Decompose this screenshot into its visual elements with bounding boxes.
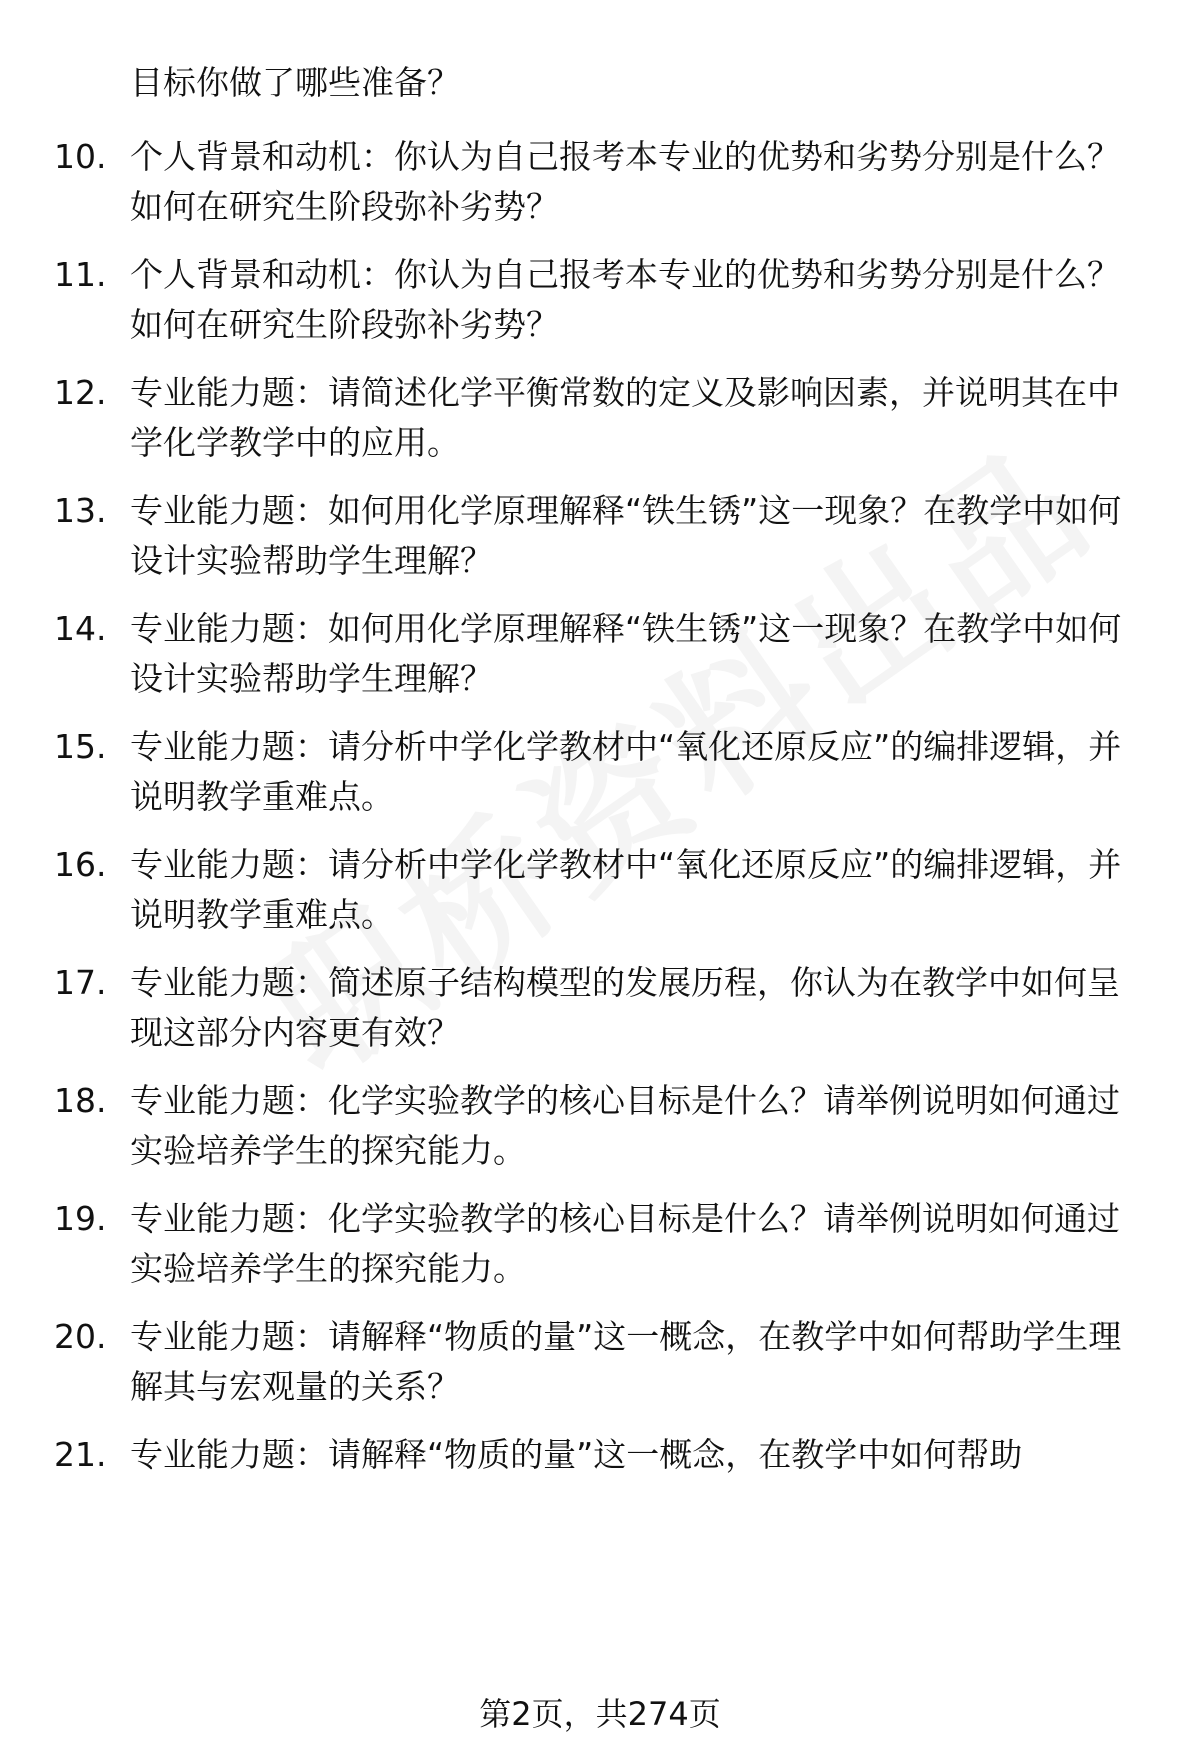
question-number: 21. — [54, 1435, 107, 1474]
question-number: 15. — [54, 727, 107, 766]
question-number: 10. — [54, 137, 107, 176]
question-text: 专业能力题：请解释“物质的量”这一概念，在教学中如何帮助学生理解其与宏观量的关系？ — [130, 1317, 1122, 1406]
continued-question-text: 目标你做了哪些准备？ — [130, 63, 460, 102]
question-number: 11. — [54, 255, 107, 294]
question-text: 专业能力题：化学实验教学的核心目标是什么？请举例说明如何通过实验培养学生的探究能力。 — [130, 1081, 1120, 1170]
question-number: 12. — [54, 373, 107, 412]
question-text: 专业能力题：简述原子结构模型的发展历程，你认为在教学中如何呈现这部分内容更有效？ — [130, 963, 1120, 1052]
question-number: 16. — [54, 845, 107, 884]
question-text: 专业能力题：请分析中学化学教材中“氧化还原反应”的编排逻辑，并说明教学重难点。 — [130, 845, 1122, 934]
question-text: 专业能力题：如何用化学原理解释“铁生锈”这一现象？在教学中如何设计实验帮助学生理解？ — [130, 491, 1122, 580]
question-text: 个人背景和动机：你认为自己报考本专业的优势和劣势分别是什么？如何在研究生阶段弥补劣势？ — [130, 137, 1120, 226]
question-text: 专业能力题：如何用化学原理解释“铁生锈”这一现象？在教学中如何设计实验帮助学生理解？ — [130, 609, 1122, 698]
question-number: 20. — [54, 1317, 107, 1356]
question-number: 19. — [54, 1199, 107, 1238]
page-footer: 第2页，共274页 — [479, 1695, 721, 1733]
question-text: 个人背景和动机：你认为自己报考本专业的优势和劣势分别是什么？如何在研究生阶段弥补劣势？ — [130, 255, 1120, 344]
question-number: 18. — [54, 1081, 107, 1120]
question-text: 专业能力题：请分析中学化学教材中“氧化还原反应”的编排逻辑，并说明教学重难点。 — [130, 727, 1122, 816]
question-text: 专业能力题：化学实验教学的核心目标是什么？请举例说明如何通过实验培养学生的探究能力。 — [130, 1199, 1120, 1288]
question-number: 14. — [54, 609, 107, 648]
question-text: 专业能力题：请简述化学平衡常数的定义及影响因素，并说明其在中学化学教学中的应用。 — [130, 373, 1120, 462]
question-text: 专业能力题：请解释“物质的量”这一概念，在教学中如何帮助 — [130, 1435, 1023, 1474]
question-number: 17. — [54, 963, 107, 1002]
question-number: 13. — [54, 491, 107, 530]
